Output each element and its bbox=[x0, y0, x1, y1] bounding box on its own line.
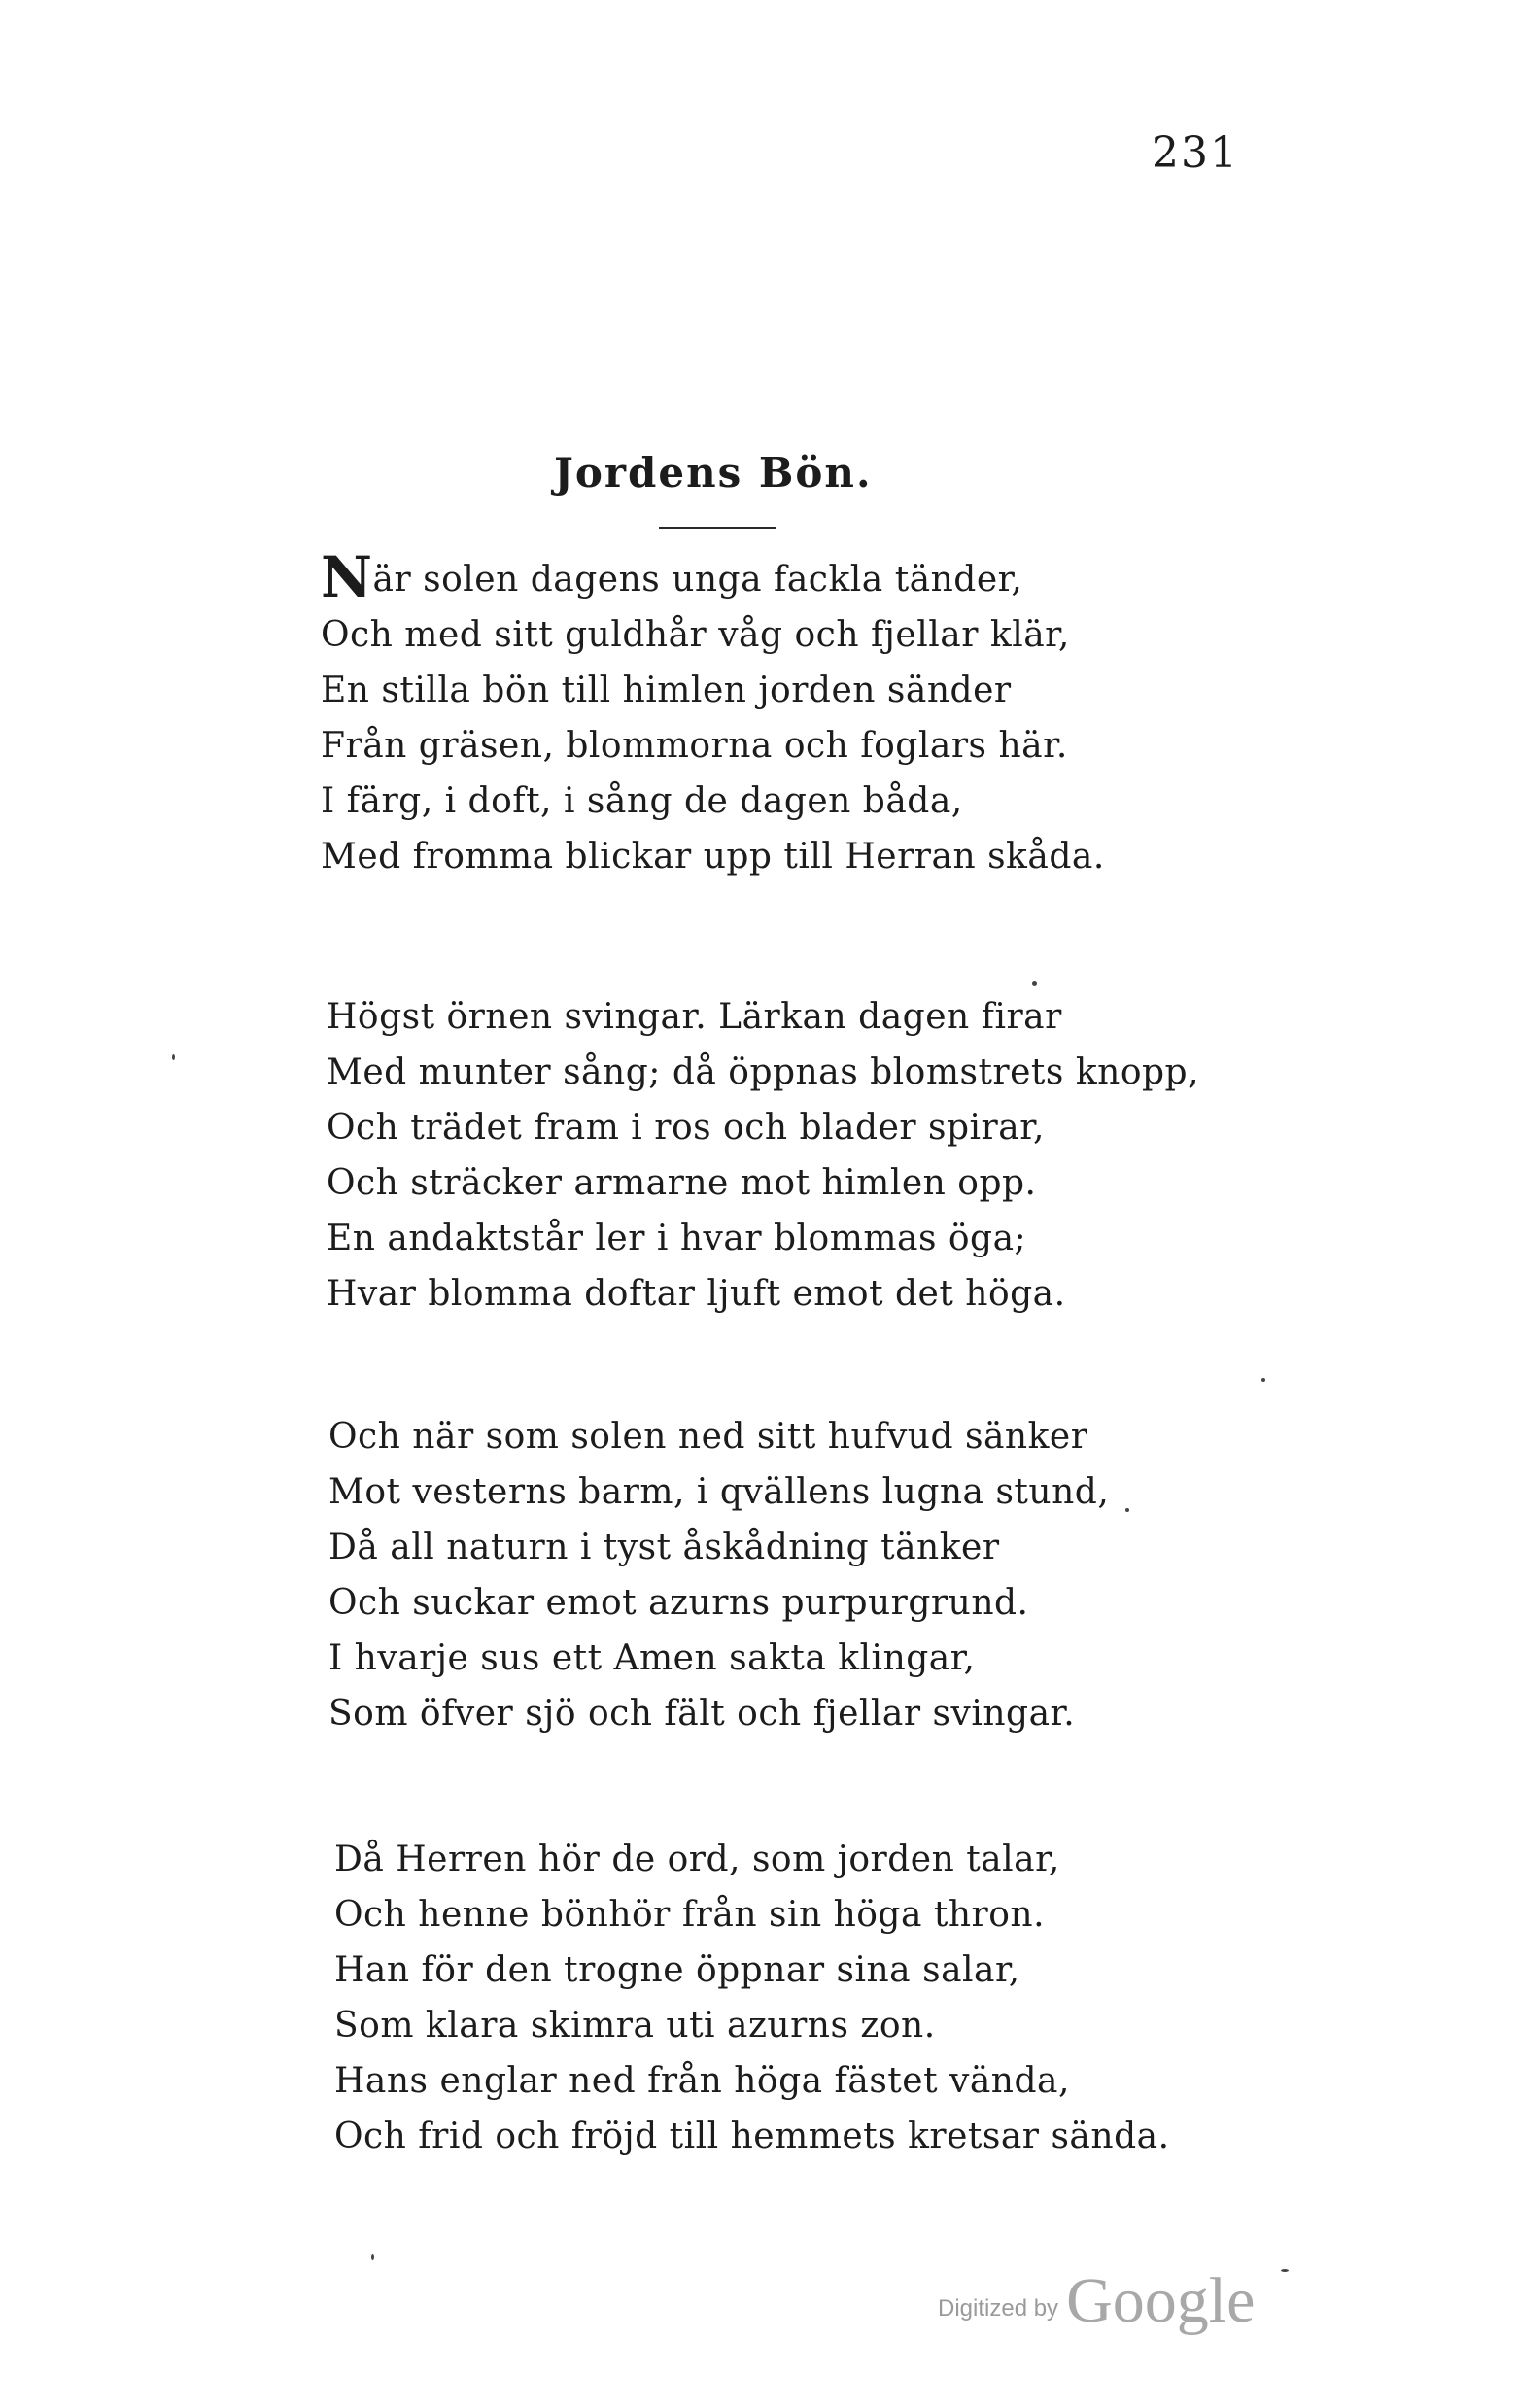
poem-line: Och trädet fram i ros och blader spirar, bbox=[327, 1108, 1045, 1148]
print-speck bbox=[172, 1054, 175, 1060]
stanza-1 bbox=[321, 544, 1105, 884]
stanza-3 bbox=[328, 1409, 1109, 1741]
print-speck bbox=[1125, 1508, 1129, 1512]
poem-line: En andaktstår ler i hvar blommas öga; bbox=[327, 1219, 1027, 1258]
poem-line: Och henne bönhör från sin höga thron. bbox=[334, 1895, 1046, 1935]
poem-title: Jordens Bön. bbox=[554, 449, 873, 497]
print-speck bbox=[1281, 2269, 1289, 2272]
poem-line: I färg, i doft, i sång de dagen båda, bbox=[321, 781, 963, 821]
poem-line: Högst örnen svingar. Lärkan dagen firar bbox=[327, 997, 1062, 1037]
drop-cap: N bbox=[321, 544, 373, 610]
digitized-by-label: Digitized by bbox=[938, 2295, 1059, 2322]
page-number: 231 bbox=[1152, 128, 1239, 178]
poem-line: Och när som solen ned sitt hufvud sänker bbox=[328, 1417, 1088, 1457]
poem-line: Som öfver sjö och fält och fjellar svingar. bbox=[328, 1694, 1076, 1734]
poem-line: Från gräsen, blommorna och foglars här. bbox=[321, 726, 1068, 766]
google-logo: Google bbox=[1066, 2265, 1256, 2336]
stanza-2 bbox=[327, 989, 1199, 1322]
poem-line: Och sträcker armarne mot himlen opp. bbox=[327, 1163, 1037, 1203]
poem-line: I hvarje sus ett Amen sakta klingar, bbox=[328, 1638, 976, 1678]
print-speck bbox=[1261, 1378, 1265, 1382]
poem-line: Hans englar ned från höga fästet vända, bbox=[334, 2061, 1070, 2101]
print-speck bbox=[1032, 981, 1037, 986]
poem-line: Hvar blomma doftar ljuft emot det höga. bbox=[327, 1274, 1066, 1314]
poem-line: Och med sitt guldhår våg och fjellar klär, bbox=[321, 615, 1070, 655]
print-speck bbox=[371, 2254, 374, 2260]
poem-line: Då Herren hör de ord, som jorden talar, bbox=[334, 1840, 1060, 1879]
poem-line: Mot vesterns barm, i qvällens lugna stund, bbox=[328, 1472, 1110, 1512]
poem-line: En stilla bön till himlen jorden sänder bbox=[321, 671, 1012, 710]
title-rule bbox=[659, 527, 776, 529]
poem-line: Som klara skimra uti azurns zon. bbox=[334, 2006, 936, 2046]
stanza-4 bbox=[334, 1832, 1170, 2164]
poem-line: Då all naturn i tyst åskådning tänker bbox=[328, 1528, 1000, 1567]
poem-line: Med fromma blickar upp till Herran skåda. bbox=[321, 837, 1105, 877]
poem-line: Han för den trogne öppnar sina salar, bbox=[334, 1950, 1020, 1990]
poem-line: Med munter sång; då öppnas blomstrets knopp, bbox=[327, 1052, 1200, 1092]
poem-line: Och suckar emot azurns purpurgrund. bbox=[328, 1583, 1029, 1623]
digitized-watermark bbox=[938, 2264, 1255, 2338]
poem-line bbox=[321, 544, 1105, 610]
first-line-text: är solen dagens unga fackla tänder, bbox=[372, 560, 1023, 600]
poem-line: Och frid och fröjd till hemmets kretsar sända. bbox=[334, 2116, 1170, 2156]
